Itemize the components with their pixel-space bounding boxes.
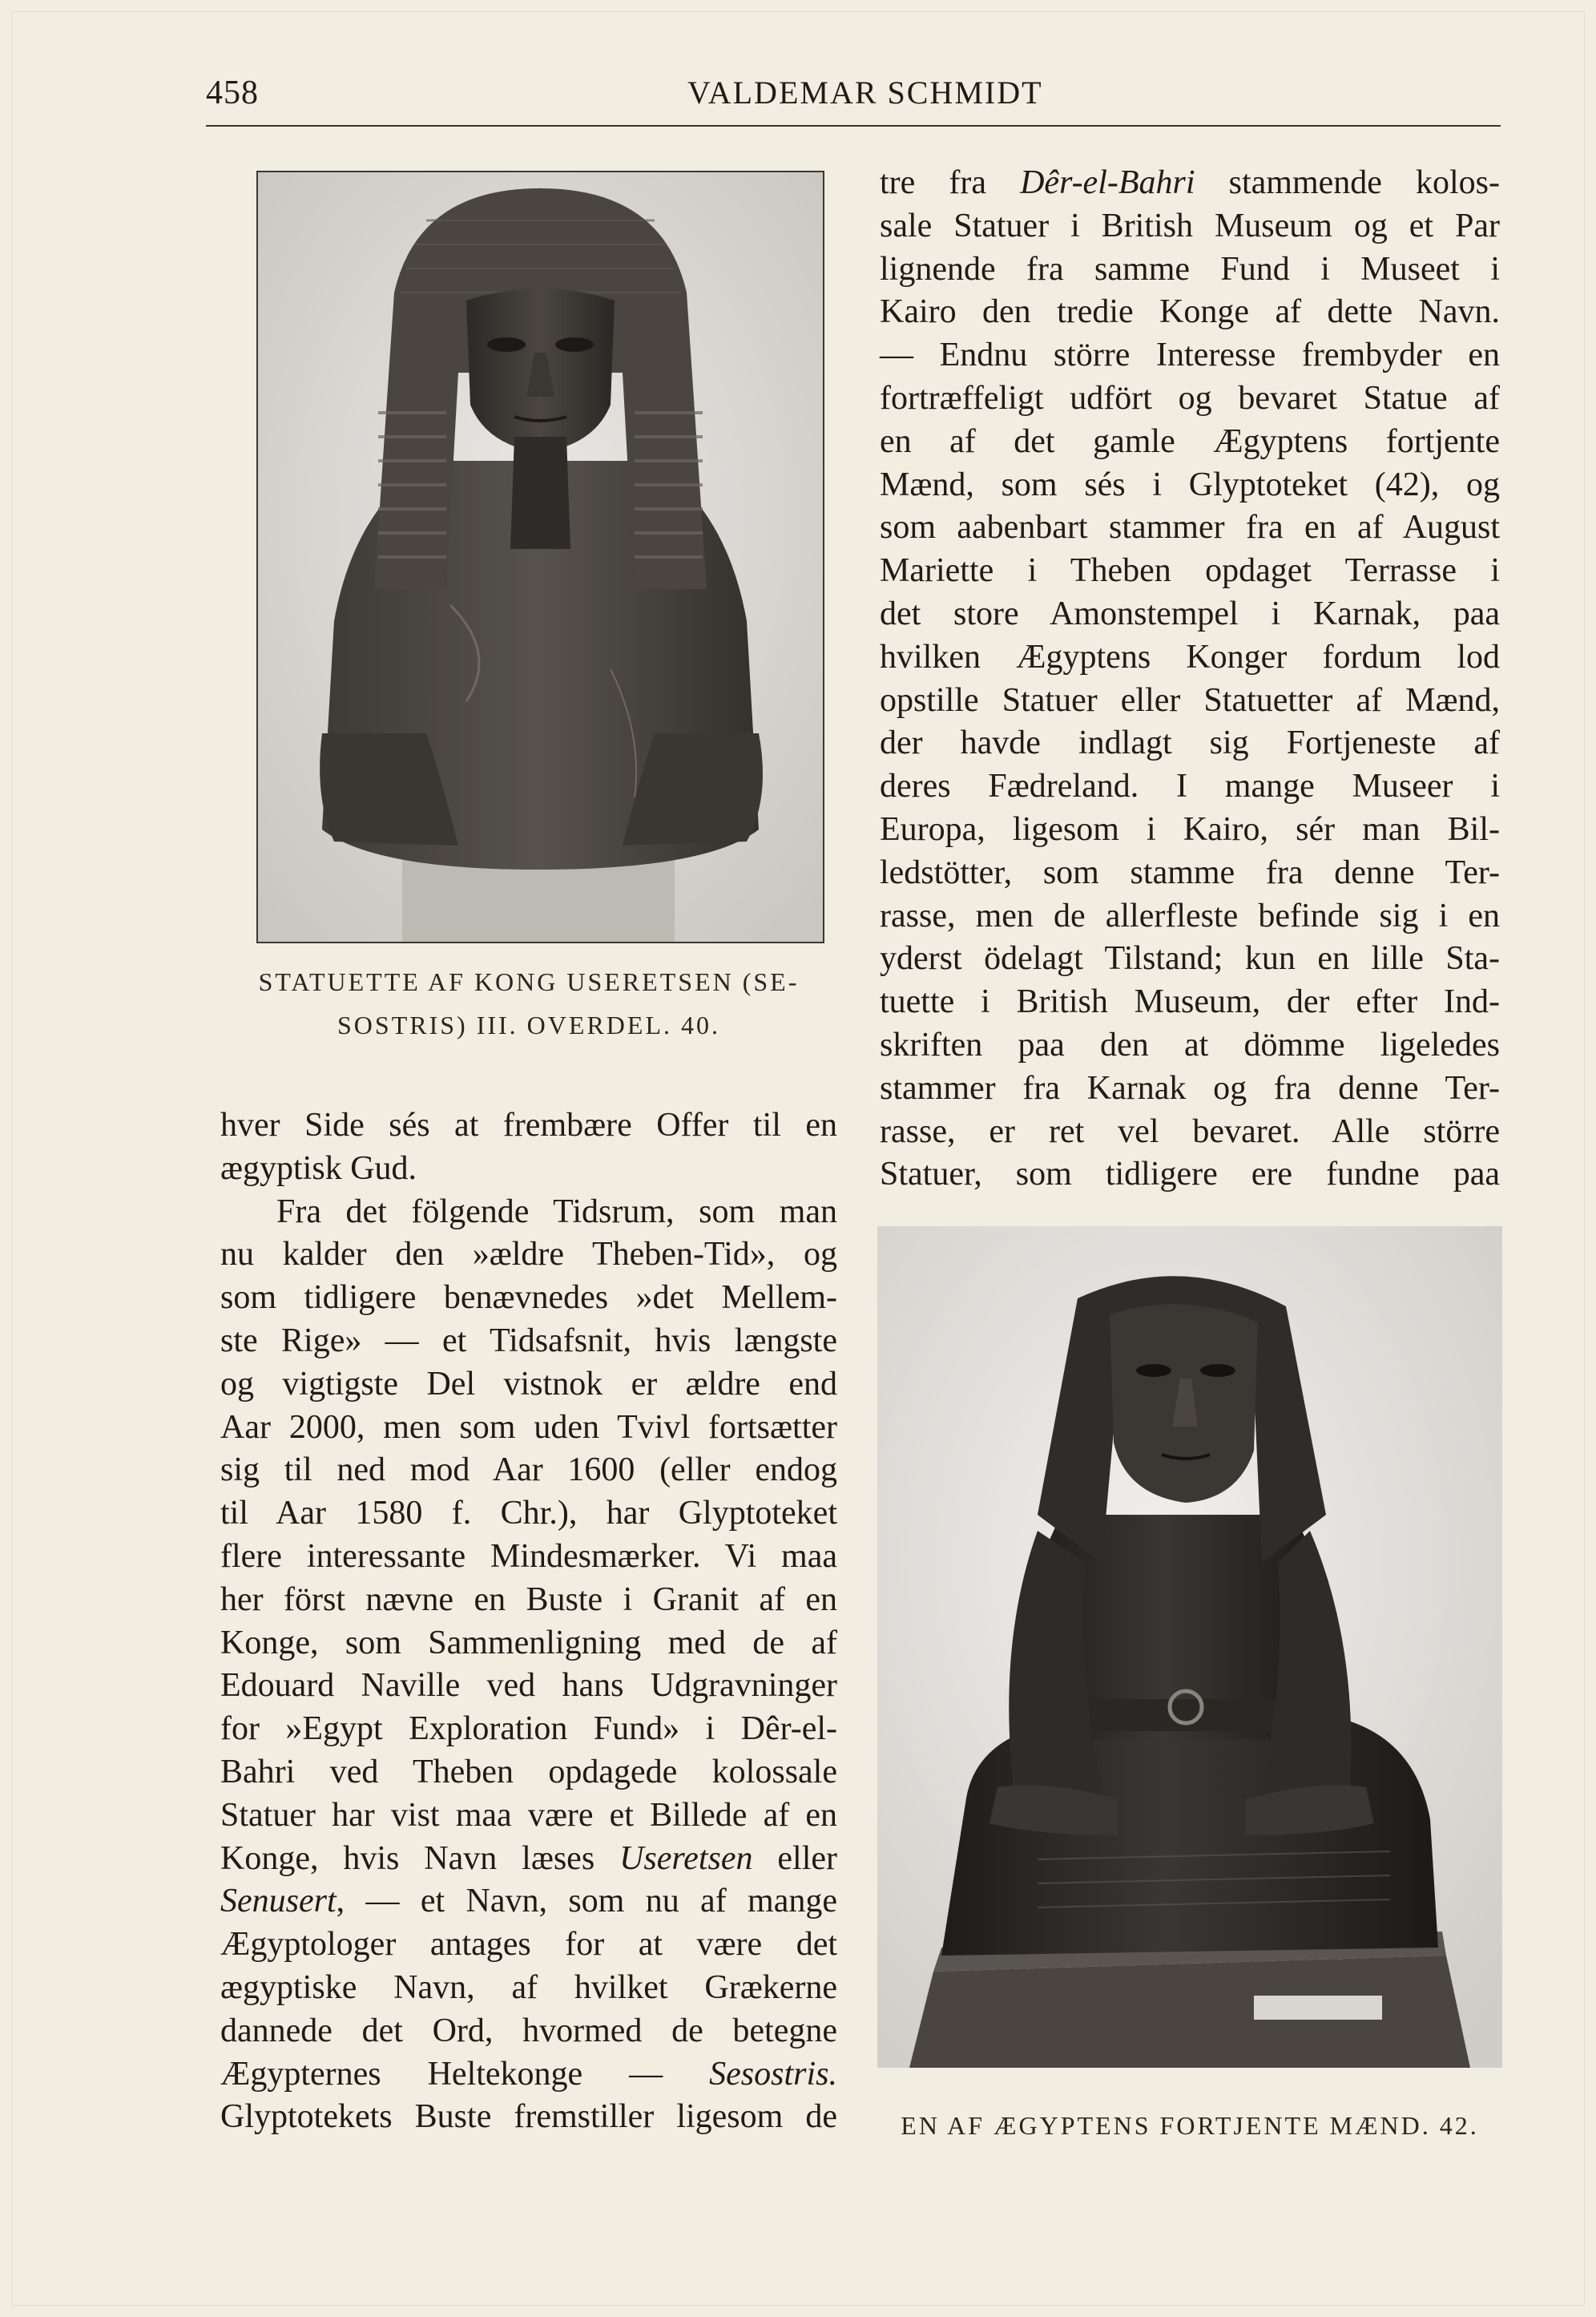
text-line: til Aar 1580 f. Chr.), har Glyptoteket [220, 1495, 837, 1532]
text-line [880, 162, 1500, 205]
italic-name: Dêr-el-Bahri [1020, 164, 1195, 201]
text-line: rasse, men de allerfleste befinde sig i en [880, 897, 1500, 934]
text-run: stammende kolos- [1195, 164, 1500, 201]
italic-name: Useretsen [619, 1839, 753, 1877]
caption-line: STATUETTE AF KONG USERETSEN (SE- [258, 967, 800, 996]
text-line: fortræffeligt udfört og bevaret Statue af [880, 379, 1500, 417]
text-line: og vigtigste Del vistnok er ældre end [220, 1365, 837, 1403]
text-line: ægyptiske Navn, af hvilket Grækerne [220, 1968, 837, 2006]
text-run: eller [752, 1839, 837, 1877]
text-line: Fra det fölgende Tidsrum, som man [276, 1193, 837, 1230]
text-line: sig til ned mod Aar 1600 (eller endog [220, 1451, 837, 1489]
text-line: lignende fra samme Fund i Museet i [880, 250, 1500, 288]
caption-line: SOSTRIS) III. OVERDEL. 40. [337, 1011, 720, 1039]
text-line: som tidligere benævnedes »det Mellem- [220, 1279, 837, 1317]
kneeling-statue-icon [877, 1226, 1502, 2068]
text-line [220, 1880, 837, 1923]
text-line: det store Amonstempel i Karnak, paa [880, 595, 1500, 632]
text-line [220, 1838, 837, 1881]
text-line: sale Statuer i British Museum og et Par [880, 207, 1500, 244]
italic-name: Sesostris. [709, 2055, 837, 2093]
text-line: Bahri ved Theben opdagede kolossale [220, 1753, 837, 1790]
text-line: ægyptisk Gud. [220, 1149, 417, 1187]
right-column [880, 162, 1500, 1197]
text-line: der havde indlagt sig Fortjeneste af [880, 725, 1500, 762]
text-run: Konge, hvis Navn læses [220, 1839, 620, 1877]
text-line: opstille Statuer eller Statuetter af Mænd, [880, 681, 1500, 719]
text-line: for »Egypt Exploration Fund» i Dêr-el- [220, 1710, 837, 1748]
text-line: en af det gamle Ægyptens fortjente [880, 422, 1500, 460]
text-line: rasse, er ret vel bevaret. Alle större [880, 1112, 1500, 1150]
text-line: Mænd, som sés i Glyptoteket (42), og [880, 466, 1500, 503]
text-line: Edouard Naville ved hans Udgravninger [220, 1667, 837, 1705]
text-line: flere interessante Mindesmærker. Vi maa [220, 1537, 837, 1575]
text-line: som aabenbart stammer fra en af August [880, 509, 1500, 547]
header-rule [206, 125, 1501, 127]
text-line: Mariette i Theben opdaget Terrasse i [880, 552, 1500, 590]
text-line: Europa, ligesom i Kairo, sér man Bil- [880, 810, 1500, 848]
text-run: , — et Navn, som nu af mange [336, 1883, 837, 1920]
text-line: her först nævne en Buste i Granit af en [220, 1580, 837, 1618]
text-line: hvilken Ægyptens Konger fordum lod [880, 638, 1500, 676]
running-head [0, 0, 1596, 136]
text-line: stammer fra Karnak og fra denne Ter- [880, 1069, 1500, 1107]
page-number: 458 [206, 75, 259, 111]
text-line: yderst ödelagt Tilstand; kun en lille Sta- [880, 940, 1500, 978]
text-line: hver Side sés at frembære Offer til en [220, 1107, 837, 1144]
text-line: nu kalder den »ældre Theben-Tid», og [220, 1236, 837, 1274]
figure-40-caption [220, 960, 837, 1047]
text-run: Ægypternes Heltekonge — [220, 2055, 710, 2093]
text-line [220, 2053, 837, 2097]
figure-42-caption: EN AF ÆGYPTENS FORTJENTE MÆND. 42. [901, 2111, 1479, 2140]
text-line: Ægyptologer antages for at være det [220, 1926, 837, 1964]
text-line: Glyptotekets Buste fremstiller ligesom de [220, 2098, 837, 2136]
text-line: Konge, som Sammenligning med de af [220, 1624, 837, 1661]
italic-name: Senusert [220, 1883, 337, 1920]
text-line: dannede det Ord, hvormed de betegne [220, 2012, 837, 2049]
text-line: Kairo den tredie Konge af dette Navn. [880, 293, 1500, 331]
running-title: VALDEMAR SCHMIDT [687, 75, 1043, 111]
left-column [220, 1104, 837, 2139]
figure-42-photo [877, 1226, 1502, 2068]
text-line: Aar 2000, men som uden Tvivl fortsætter [220, 1408, 837, 1446]
text-line: tuette i British Museum, der efter Ind- [880, 983, 1500, 1021]
text-line: — Endnu större Interesse frembyder en [880, 337, 1500, 374]
text-line: ledstötter, som stamme fra denne Ter- [880, 854, 1500, 891]
text-line: skriften paa den at dömme ligeledes [880, 1026, 1500, 1064]
text-run: tre fra [880, 164, 1021, 201]
text-line: Statuer, som tidligere ere fundne paa [880, 1156, 1500, 1193]
pharaoh-bust-icon [258, 172, 823, 942]
text-line: deres Fædreland. I mange Museer i [880, 768, 1500, 805]
figure-40-photo [256, 171, 824, 943]
text-line: ste Rige» — et Tidsafsnit, hvis længste [220, 1322, 837, 1359]
text-line: Statuer har vist maa være et Billede af en [220, 1796, 837, 1834]
